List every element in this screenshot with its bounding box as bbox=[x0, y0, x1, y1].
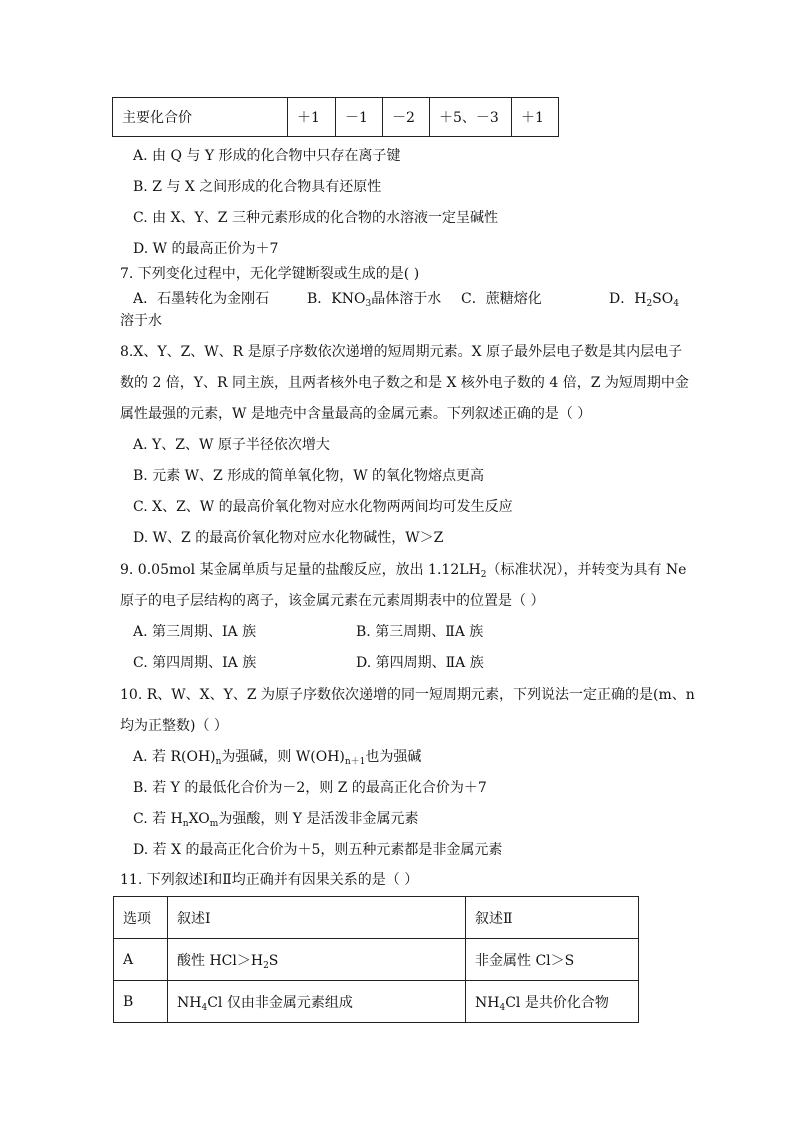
table-cell: ＋5、－3 bbox=[430, 98, 512, 137]
q8-line-2: 数的 2 倍，Y、R 同主族，且两者核外电子数之和是 X 核外电子数的 4 倍，Z 为短周期中金 bbox=[120, 375, 689, 391]
q11-stem: 11. 下列叙述Ⅰ和Ⅱ均正确并有因果关系的是（ ） bbox=[120, 872, 419, 888]
table-cell: $NH_4Cl$ 仅由非金属元素组成 bbox=[168, 981, 466, 1023]
q9-option-c: C. 第四周期、ⅠA 族 bbox=[133, 655, 257, 671]
q10-option-c: C. 若 $H_nXO_m$为强酸，则 Y 是活泼非金属元素 bbox=[133, 811, 419, 829]
table-header: 叙述Ⅱ bbox=[466, 897, 639, 939]
table-row bbox=[114, 981, 639, 1023]
table-cell: －1 bbox=[336, 98, 383, 137]
table-cell: 非金属性 Cl＞S bbox=[466, 939, 639, 981]
q6-option-a: A. 由 Q 与 Y 形成的化合物中只存在离子键 bbox=[133, 148, 401, 164]
table-cell: A bbox=[114, 939, 168, 981]
table-header: 叙述Ⅰ bbox=[168, 897, 466, 939]
table-cell: ＋1 bbox=[512, 98, 559, 137]
q6-option-c: C. 由 X、Y、Z 三种元素形成的化合物的水溶液一定呈碱性 bbox=[133, 210, 498, 226]
q7-option-b: B．$KNO_3$晶体溶于水 bbox=[307, 291, 442, 309]
q7-option-a: A．石墨转化为金刚石 bbox=[133, 291, 270, 307]
q10-line-2: 均为正整数)（ ） bbox=[120, 718, 228, 734]
q6-option-d: D. W 的最高正价为＋7 bbox=[133, 241, 279, 257]
table-cell: ＋1 bbox=[288, 98, 336, 137]
q7-option-c: C．蔗糖熔化 bbox=[461, 291, 542, 307]
q8-line-3: 属性最强的元素，W 是地壳中含量最高的金属元素。下列叙述正确的是（ ） bbox=[120, 406, 592, 422]
q8-option-b: B. 元素 W、Z 形成的简单氧化物，W 的氧化物熔点更高 bbox=[133, 468, 485, 484]
q9-line-1: 9. 0.05mol 某金属单质与足量的盐酸反应，放出 $1.12LH_2$（标准状况），并转变为具有 Ne bbox=[120, 562, 687, 580]
q9-option-a: A. 第三周期、ⅠA 族 bbox=[133, 624, 257, 640]
q10-line-1: 10. R、W、X、Y、Z 为原子序数依次递增的同一短周期元素，下列说法一定正确的是(m、n bbox=[120, 687, 695, 703]
valence-table bbox=[112, 97, 559, 137]
q11-table bbox=[113, 896, 639, 1023]
q9-option-d: D. 第四周期、ⅡA 族 bbox=[356, 655, 484, 671]
q8-option-a: A. Y、Z、W 原子半径依次增大 bbox=[133, 437, 330, 453]
q10-option-d: D. 若 X 的最高正化合价为＋5，则五种元素都是非金属元素 bbox=[133, 842, 503, 858]
q8-option-d: D. W、Z 的最高价氧化物对应水化物碱性，W＞Z bbox=[133, 530, 444, 546]
table-row bbox=[114, 897, 639, 939]
q6-option-b: B. Z 与 X 之间形成的化合物具有还原性 bbox=[133, 179, 382, 195]
table-row bbox=[114, 939, 639, 981]
table-row bbox=[113, 98, 559, 137]
q10-option-b: B. 若 Y 的最低化合价为－2，则 Z 的最高正化合价为＋7 bbox=[133, 780, 487, 796]
table-cell: －2 bbox=[383, 98, 430, 137]
q8-option-c: C. X、Z、W 的最高价氧化物对应水化物两两间均可发生反应 bbox=[133, 499, 513, 515]
table-cell: B bbox=[114, 981, 168, 1023]
table-row-label: 主要化合价 bbox=[113, 98, 288, 137]
q9-option-b: B. 第三周期、ⅡA 族 bbox=[356, 624, 484, 640]
q10-option-a: A. 若 $R(OH)_n$为强碱，则 $W(OH)_{n+1}$也为强碱 bbox=[133, 749, 422, 767]
q7-option-d: D．$H_2SO_4$ bbox=[609, 291, 679, 309]
q7-option-d-cont: 溶于水 bbox=[120, 313, 162, 329]
table-cell: $NH_4Cl$ 是共价化合物 bbox=[466, 981, 639, 1023]
table-cell: 酸性 $HCl>H_2S$ bbox=[168, 939, 466, 981]
q8-line-1: 8.X、Y、Z、W、R 是原子序数依次递增的短周期元素。X 原子最外层电子数是其内层电子 bbox=[120, 344, 683, 360]
q7-stem: 7. 下列变化过程中，无化学键断裂或生成的是( ) bbox=[120, 266, 420, 282]
table-header: 选项 bbox=[114, 897, 168, 939]
q9-line-2: 原子的电子层结构的离子，该金属元素在元素周期表中的位置是（ ） bbox=[120, 593, 545, 609]
